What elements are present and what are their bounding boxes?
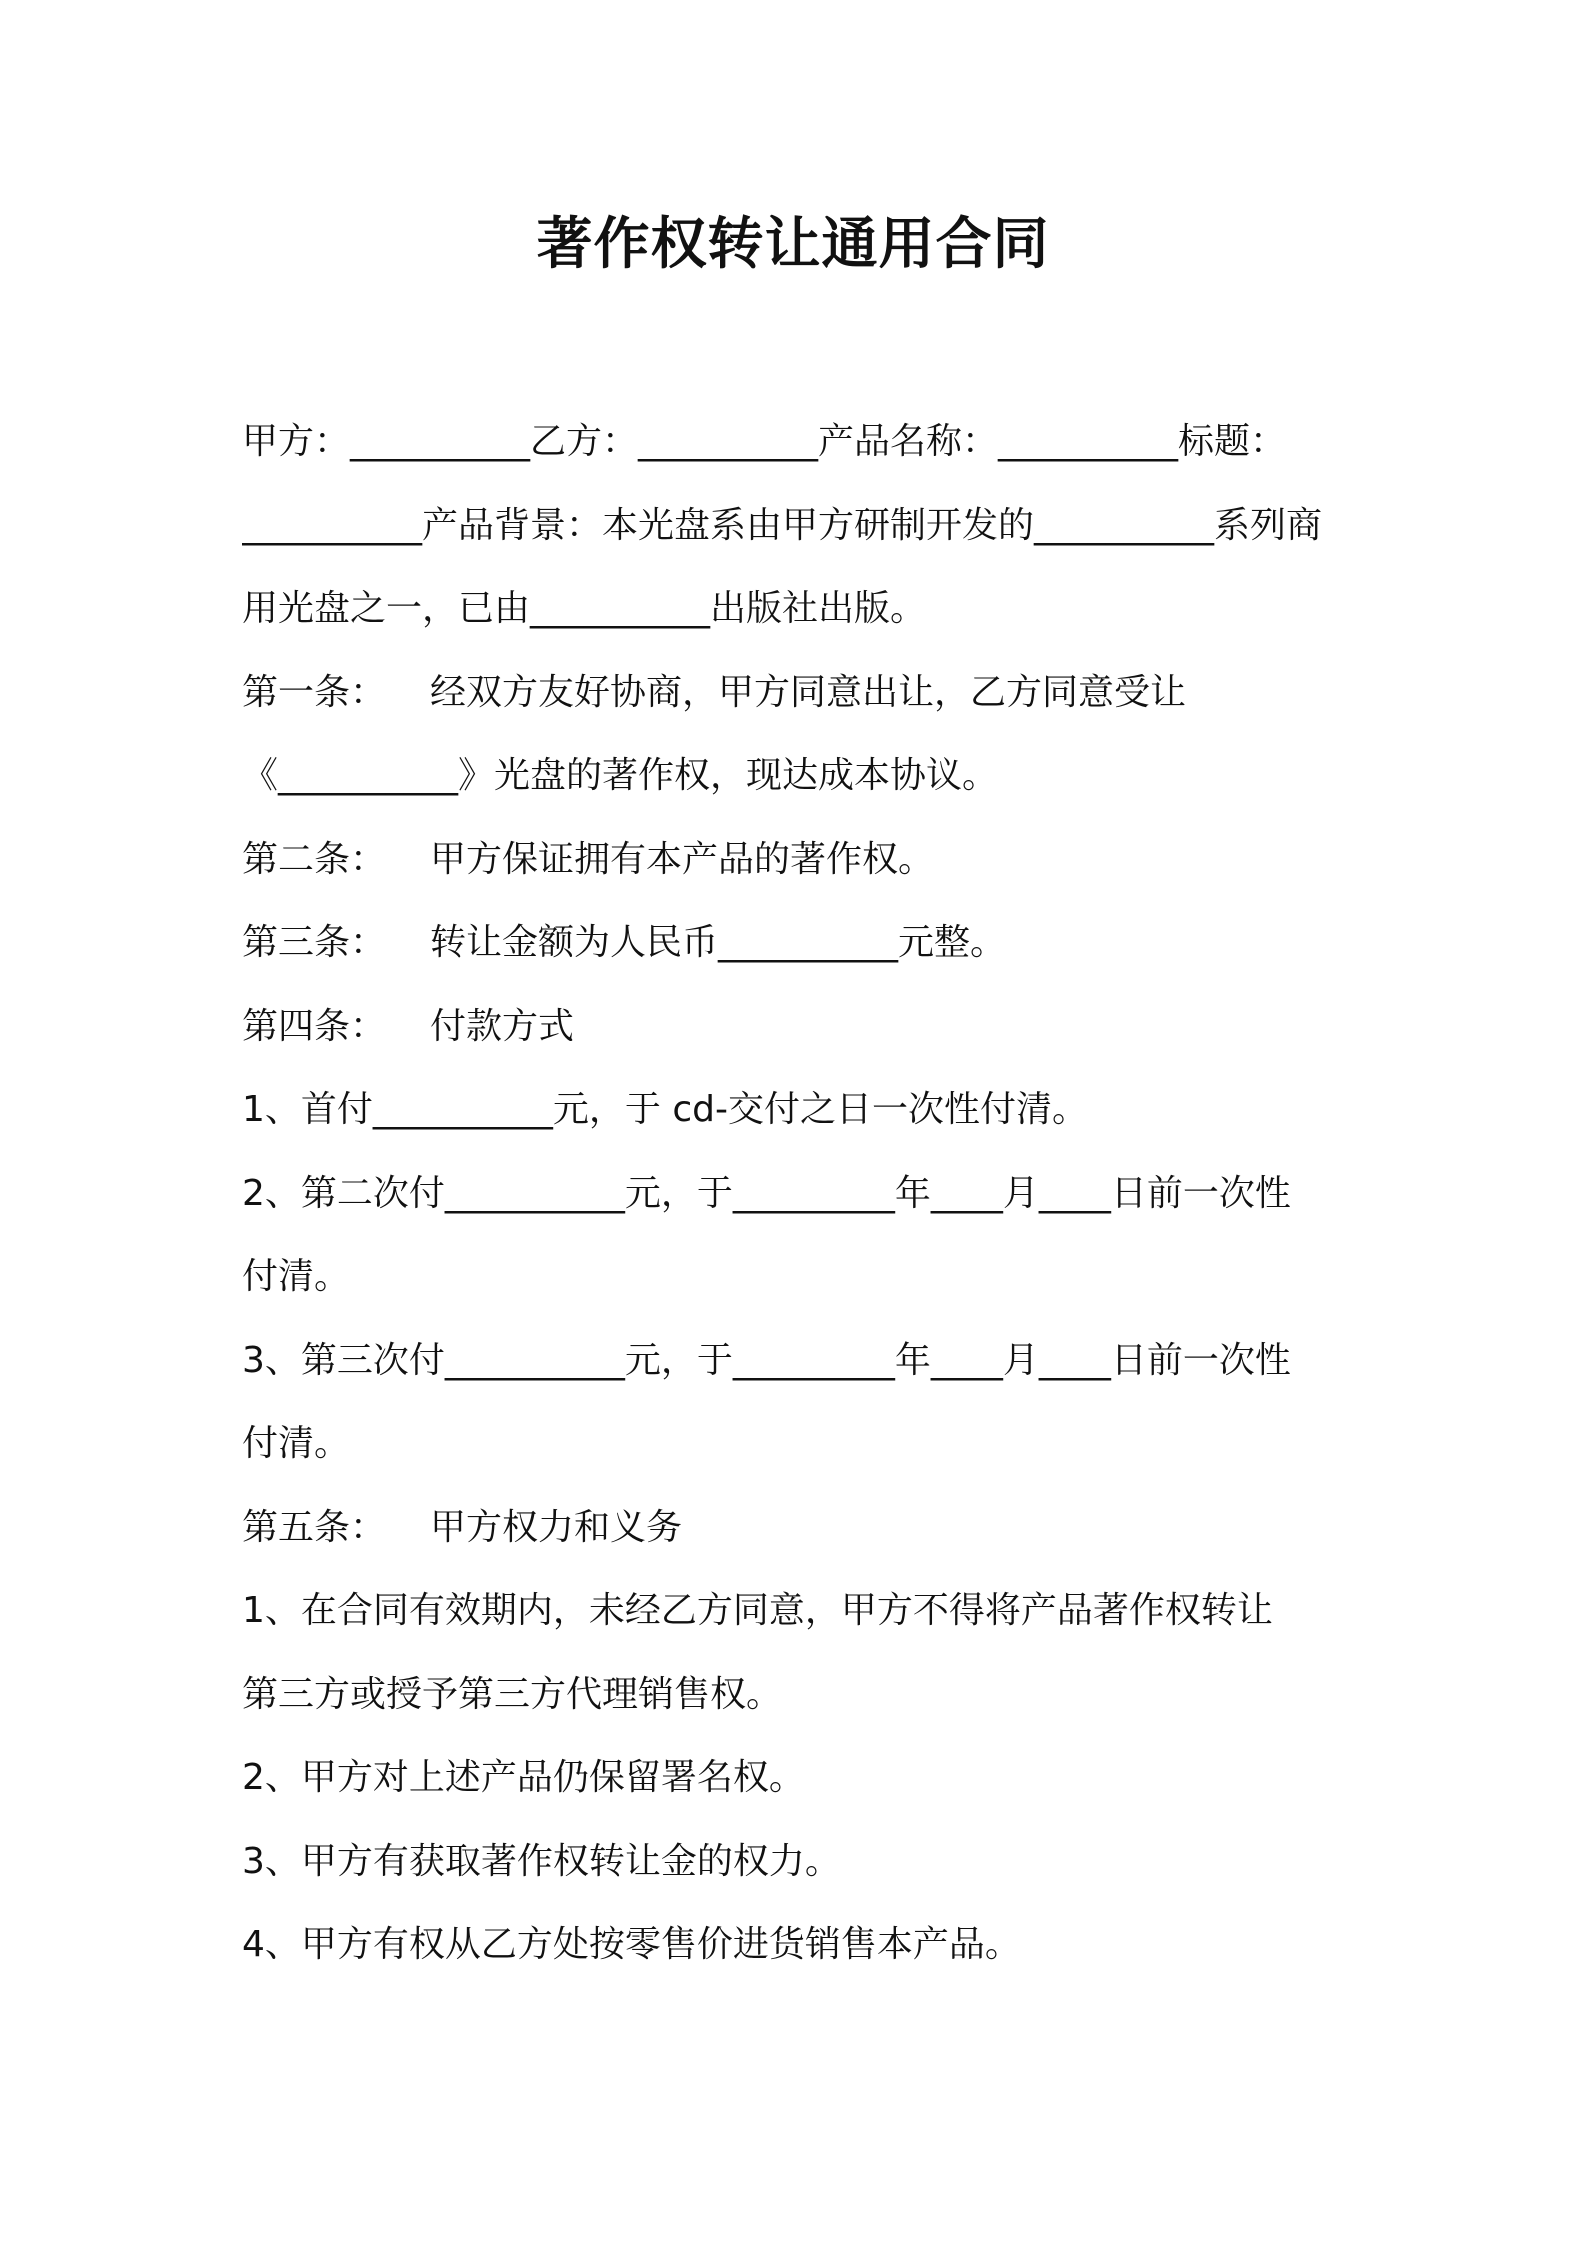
article-label: 第五条： — [242, 1506, 387, 1548]
line-text: 1、在合同有效期内，未经乙方同意，甲方不得将产品著作权转让 — [242, 1590, 1273, 1631]
article-4-line — [242, 985, 1362, 1069]
line-text: 付款方式 — [430, 1005, 575, 1047]
line-text: 3、第三次付__________元，于_________年____月____日前一次性 — [242, 1339, 1291, 1381]
paragraph-line — [242, 734, 1362, 818]
paragraph-line — [242, 567, 1362, 651]
article-label: 第四条： — [242, 1005, 387, 1047]
article-1-line — [242, 651, 1362, 735]
line-text: 3、甲方有获取著作权转让金的权力。 — [242, 1840, 841, 1882]
paragraph-line — [242, 1235, 1362, 1319]
article-2-line — [242, 818, 1362, 902]
paragraph-line — [242, 484, 1362, 568]
list-item-line — [242, 1068, 1362, 1152]
line-text: 《__________》光盘的著作权，现达成本协议。 — [242, 755, 999, 796]
line-text: 2、第二次付__________元，于_________年____月____日前一次性 — [242, 1172, 1291, 1214]
line-text: 转让金额为人民币__________元整。 — [430, 922, 1007, 963]
list-item-line — [242, 1569, 1362, 1653]
line-text: 经双方友好协商，甲方同意出让，乙方同意受让 — [430, 671, 1187, 713]
line-text: 2、甲方对上述产品仍保留署名权。 — [242, 1757, 805, 1798]
paragraph-line — [242, 1653, 1362, 1737]
document-title: 著作权转让通用合同 — [536, 212, 1050, 277]
article-label: 第三条： — [242, 922, 387, 963]
line-text: 付清。 — [242, 1256, 351, 1297]
line-text: 第三方或授予第三方代理销售权。 — [242, 1673, 783, 1715]
line-text: __________产品背景：本光盘系由甲方研制开发的__________系列商 — [242, 504, 1323, 546]
article-5-line — [242, 1486, 1362, 1570]
line-text: 甲方保证拥有本产品的著作权。 — [430, 838, 935, 880]
list-item-line — [242, 1736, 1362, 1820]
paragraph-line — [242, 1402, 1362, 1486]
line-text: 甲方：__________乙方：__________产品名称：__________标题： — [242, 421, 1287, 462]
list-item-line — [242, 1820, 1362, 1904]
line-text: 用光盘之一，已由__________出版社出版。 — [242, 588, 927, 629]
article-label: 第二条： — [242, 838, 387, 880]
line-text: 付清。 — [242, 1423, 351, 1464]
list-item-line — [242, 1319, 1362, 1403]
list-item-line — [242, 1152, 1362, 1236]
line-text: 4、甲方有权从乙方处按零售价进货销售本产品。 — [242, 1924, 1021, 1965]
article-3-line — [242, 901, 1362, 985]
paragraph-line — [242, 400, 1362, 484]
line-text: 1、首付__________元，于 cd-交付之日一次性付清。 — [242, 1089, 1088, 1130]
line-text: 甲方权力和义务 — [430, 1506, 683, 1548]
list-item-line — [242, 1903, 1362, 1987]
contract-body — [242, 400, 1362, 1987]
article-label: 第一条： — [242, 671, 387, 713]
